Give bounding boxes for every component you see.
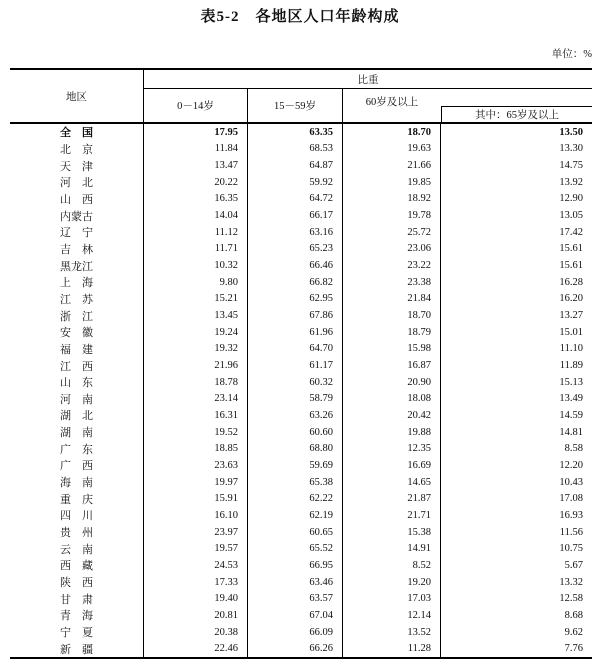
value-age-60plus: 25.72	[343, 224, 441, 241]
region-name: 吉 林	[10, 241, 144, 258]
region-name: 宁 夏	[10, 624, 144, 641]
value-age-65plus: 13.92	[559, 176, 583, 188]
region-name: 江 苏	[10, 291, 144, 308]
region-name: 北 京	[10, 141, 144, 158]
value-age-15-59: 68.80	[248, 440, 343, 457]
value-age-0-14: 9.80	[144, 274, 248, 291]
value-age-65plus: 8.68	[564, 609, 583, 621]
header-age-0-14: 0－14岁	[144, 89, 248, 122]
value-age-15-59: 66.95	[248, 557, 343, 574]
unit-label: 单位：%	[551, 49, 592, 60]
value-age-0-14: 15.91	[144, 490, 248, 507]
value-age-65plus: 17.42	[559, 226, 583, 238]
table-row	[10, 474, 592, 491]
table-row	[10, 224, 592, 241]
value-age-0-14: 18.85	[144, 440, 248, 457]
value-age-15-59: 66.17	[248, 207, 343, 224]
value-age-60plus: 19.20	[343, 574, 441, 591]
region-name: 云 南	[10, 540, 144, 557]
value-age-60plus: 23.22	[343, 257, 441, 274]
value-age-65plus: 13.49	[559, 393, 583, 405]
table-row	[10, 157, 592, 174]
value-age-15-59: 62.19	[248, 507, 343, 524]
value-age-0-14: 17.95	[144, 124, 248, 141]
value-age-15-59: 68.53	[248, 141, 343, 158]
value-age-65plus: 12.58	[559, 593, 583, 605]
value-age-60plus: 17.03	[343, 590, 441, 607]
value-age-15-59: 66.26	[248, 640, 343, 657]
value-age-15-59: 66.09	[248, 624, 343, 641]
value-age-15-59: 64.87	[248, 157, 343, 174]
value-age-15-59: 61.96	[248, 324, 343, 341]
table-row	[10, 257, 592, 274]
value-age-15-59: 63.16	[248, 224, 343, 241]
value-age-15-59: 62.22	[248, 490, 343, 507]
table-row	[10, 191, 592, 208]
table-row	[10, 274, 592, 291]
value-age-65plus: 11.56	[559, 526, 583, 538]
value-age-0-14: 19.24	[144, 324, 248, 341]
table-row	[10, 640, 592, 657]
value-age-60plus: 18.70	[343, 124, 441, 141]
table-row	[10, 624, 592, 641]
table-row	[10, 291, 592, 308]
region-name: 重 庆	[10, 490, 144, 507]
region-name: 新 疆	[10, 640, 144, 657]
region-name: 福 建	[10, 341, 144, 358]
value-age-0-14: 11.71	[144, 241, 248, 258]
table-body	[10, 124, 592, 659]
value-age-0-14: 11.84	[144, 141, 248, 158]
header-age-65plus: 其中：65岁及以上	[441, 106, 592, 122]
value-age-65plus: 15.13	[559, 376, 583, 388]
value-age-15-59: 59.69	[248, 457, 343, 474]
value-age-60plus: 14.91	[343, 540, 441, 557]
value-age-15-59: 60.60	[248, 424, 343, 441]
value-age-0-14: 20.81	[144, 607, 248, 624]
table-row	[10, 590, 592, 607]
value-age-60plus: 18.92	[343, 191, 441, 208]
value-age-0-14: 16.31	[144, 407, 248, 424]
table-row	[10, 574, 592, 591]
value-age-0-14: 10.32	[144, 257, 248, 274]
value-age-60plus: 21.71	[343, 507, 441, 524]
value-age-65plus: 16.28	[559, 276, 583, 288]
value-age-60plus: 18.79	[343, 324, 441, 341]
region-name: 湖 北	[10, 407, 144, 424]
region-name: 四 川	[10, 507, 144, 524]
region-name: 辽 宁	[10, 224, 144, 241]
region-name: 安 徽	[10, 324, 144, 341]
value-age-60plus: 8.52	[343, 557, 441, 574]
value-age-60plus: 19.78	[343, 207, 441, 224]
value-age-15-59: 59.92	[248, 174, 343, 191]
value-age-65plus: 11.89	[559, 360, 583, 372]
value-age-60plus: 16.87	[343, 357, 441, 374]
table-row	[10, 357, 592, 374]
value-age-0-14: 22.46	[144, 640, 248, 657]
value-age-60plus: 20.42	[343, 407, 441, 424]
value-age-65plus: 12.20	[559, 459, 583, 471]
region-name: 河 南	[10, 391, 144, 408]
table-header	[10, 68, 592, 124]
value-age-0-14: 16.10	[144, 507, 248, 524]
header-proportion-group: 比重	[144, 70, 592, 89]
value-age-60plus: 18.70	[343, 307, 441, 324]
value-age-0-14: 18.78	[144, 374, 248, 391]
table-row	[10, 440, 592, 457]
value-age-60plus: 23.06	[343, 241, 441, 258]
value-age-60plus: 19.88	[343, 424, 441, 441]
table-row	[10, 424, 592, 441]
table-row	[10, 457, 592, 474]
value-age-0-14: 15.21	[144, 291, 248, 308]
value-age-0-14: 14.04	[144, 207, 248, 224]
value-age-15-59: 65.23	[248, 241, 343, 258]
table-row	[10, 207, 592, 224]
value-age-60plus: 19.85	[343, 174, 441, 191]
value-age-65plus: 12.90	[559, 193, 583, 205]
value-age-15-59: 62.95	[248, 291, 343, 308]
value-age-0-14: 19.97	[144, 474, 248, 491]
value-age-60plus: 11.28	[343, 640, 441, 657]
value-age-15-59: 63.35	[248, 124, 343, 141]
region-name: 全 国	[10, 124, 144, 141]
value-age-65plus: 13.30	[559, 143, 583, 155]
value-age-0-14: 21.96	[144, 357, 248, 374]
value-age-15-59: 65.38	[248, 474, 343, 491]
region-name: 山 西	[10, 191, 144, 208]
table-row	[10, 524, 592, 541]
table-row	[10, 374, 592, 391]
value-age-15-59: 60.65	[248, 524, 343, 541]
value-age-60plus: 18.08	[343, 391, 441, 408]
value-age-0-14: 23.97	[144, 524, 248, 541]
region-name: 天 津	[10, 157, 144, 174]
region-name: 广 西	[10, 457, 144, 474]
value-age-65plus: 10.75	[559, 543, 583, 555]
value-age-65plus: 15.61	[559, 243, 583, 255]
value-age-65plus: 16.93	[559, 509, 583, 521]
table-row	[10, 341, 592, 358]
value-age-60plus: 14.65	[343, 474, 441, 491]
value-age-15-59: 63.57	[248, 590, 343, 607]
header-age-15-59: 15－59岁	[248, 89, 343, 122]
region-name: 内蒙古	[10, 207, 144, 224]
value-age-0-14: 13.47	[144, 157, 248, 174]
value-age-60plus: 23.38	[343, 274, 441, 291]
value-age-60plus: 15.98	[343, 341, 441, 358]
value-age-15-59: 65.52	[248, 540, 343, 557]
value-age-65plus: 5.67	[564, 559, 583, 571]
value-age-65plus: 15.01	[559, 326, 583, 338]
table-row	[10, 324, 592, 341]
value-age-0-14: 19.40	[144, 590, 248, 607]
value-age-65plus: 17.08	[559, 493, 583, 505]
region-name: 上 海	[10, 274, 144, 291]
value-age-65plus: 14.81	[559, 426, 583, 438]
value-age-60plus: 19.63	[343, 141, 441, 158]
value-age-60plus: 21.66	[343, 157, 441, 174]
value-age-15-59: 63.46	[248, 574, 343, 591]
value-age-15-59: 61.17	[248, 357, 343, 374]
table-row	[10, 174, 592, 191]
value-age-60plus: 12.14	[343, 607, 441, 624]
table-row	[10, 490, 592, 507]
value-age-65plus: 13.50	[559, 126, 583, 138]
region-name: 海 南	[10, 474, 144, 491]
value-age-65plus: 13.32	[559, 576, 583, 588]
table-row	[10, 391, 592, 408]
region-name: 西 藏	[10, 557, 144, 574]
region-name: 贵 州	[10, 524, 144, 541]
page-title: 表5-2 各地区人口年龄构成	[200, 9, 400, 25]
table-row	[10, 307, 592, 324]
region-name: 浙 江	[10, 307, 144, 324]
value-age-65plus: 8.58	[564, 443, 583, 455]
value-age-65plus: 10.43	[559, 476, 583, 488]
value-age-0-14: 23.14	[144, 391, 248, 408]
value-age-15-59: 60.32	[248, 374, 343, 391]
region-name: 湖 南	[10, 424, 144, 441]
value-age-60plus: 21.84	[343, 291, 441, 308]
value-age-15-59: 64.70	[248, 341, 343, 358]
table-row	[10, 607, 592, 624]
value-age-0-14: 23.63	[144, 457, 248, 474]
value-age-0-14: 17.33	[144, 574, 248, 591]
value-age-0-14: 16.35	[144, 191, 248, 208]
value-age-0-14: 13.45	[144, 307, 248, 324]
region-name: 江 西	[10, 357, 144, 374]
table-row	[10, 241, 592, 258]
value-age-65plus: 14.75	[559, 160, 583, 172]
value-age-15-59: 63.26	[248, 407, 343, 424]
value-age-60plus: 21.87	[343, 490, 441, 507]
value-age-65plus: 9.62	[564, 626, 583, 638]
value-age-60plus: 12.35	[343, 440, 441, 457]
value-age-15-59: 58.79	[248, 391, 343, 408]
value-age-15-59: 66.82	[248, 274, 343, 291]
table-row	[10, 124, 592, 141]
table-row	[10, 507, 592, 524]
table-row	[10, 540, 592, 557]
value-age-65plus: 7.76	[564, 643, 583, 655]
value-age-0-14: 19.57	[144, 540, 248, 557]
header-age-60plus: 60岁及以上	[365, 97, 419, 108]
region-name: 山 东	[10, 374, 144, 391]
value-age-0-14: 19.32	[144, 341, 248, 358]
table-row	[10, 141, 592, 158]
value-age-0-14: 19.52	[144, 424, 248, 441]
value-age-65plus: 13.27	[559, 310, 583, 322]
value-age-60plus: 15.38	[343, 524, 441, 541]
region-name: 河 北	[10, 174, 144, 191]
region-name: 青 海	[10, 607, 144, 624]
value-age-65plus: 14.59	[559, 409, 583, 421]
value-age-65plus: 11.10	[559, 343, 583, 355]
value-age-0-14: 20.38	[144, 624, 248, 641]
value-age-60plus: 20.90	[343, 374, 441, 391]
value-age-15-59: 67.86	[248, 307, 343, 324]
value-age-15-59: 66.46	[248, 257, 343, 274]
value-age-0-14: 24.53	[144, 557, 248, 574]
value-age-15-59: 64.72	[248, 191, 343, 208]
value-age-60plus: 13.52	[343, 624, 441, 641]
value-age-15-59: 67.04	[248, 607, 343, 624]
value-age-65plus: 16.20	[559, 293, 583, 305]
value-age-0-14: 20.22	[144, 174, 248, 191]
header-region: 地区	[10, 70, 144, 122]
value-age-60plus: 16.69	[343, 457, 441, 474]
region-name: 黑龙江	[10, 257, 144, 274]
value-age-0-14: 11.12	[144, 224, 248, 241]
value-age-65plus: 13.05	[559, 210, 583, 222]
region-name: 甘 肃	[10, 590, 144, 607]
age-composition-table	[10, 68, 592, 659]
value-age-65plus: 15.61	[559, 260, 583, 272]
region-name: 陕 西	[10, 574, 144, 591]
table-row	[10, 407, 592, 424]
region-name: 广 东	[10, 440, 144, 457]
table-row	[10, 557, 592, 574]
